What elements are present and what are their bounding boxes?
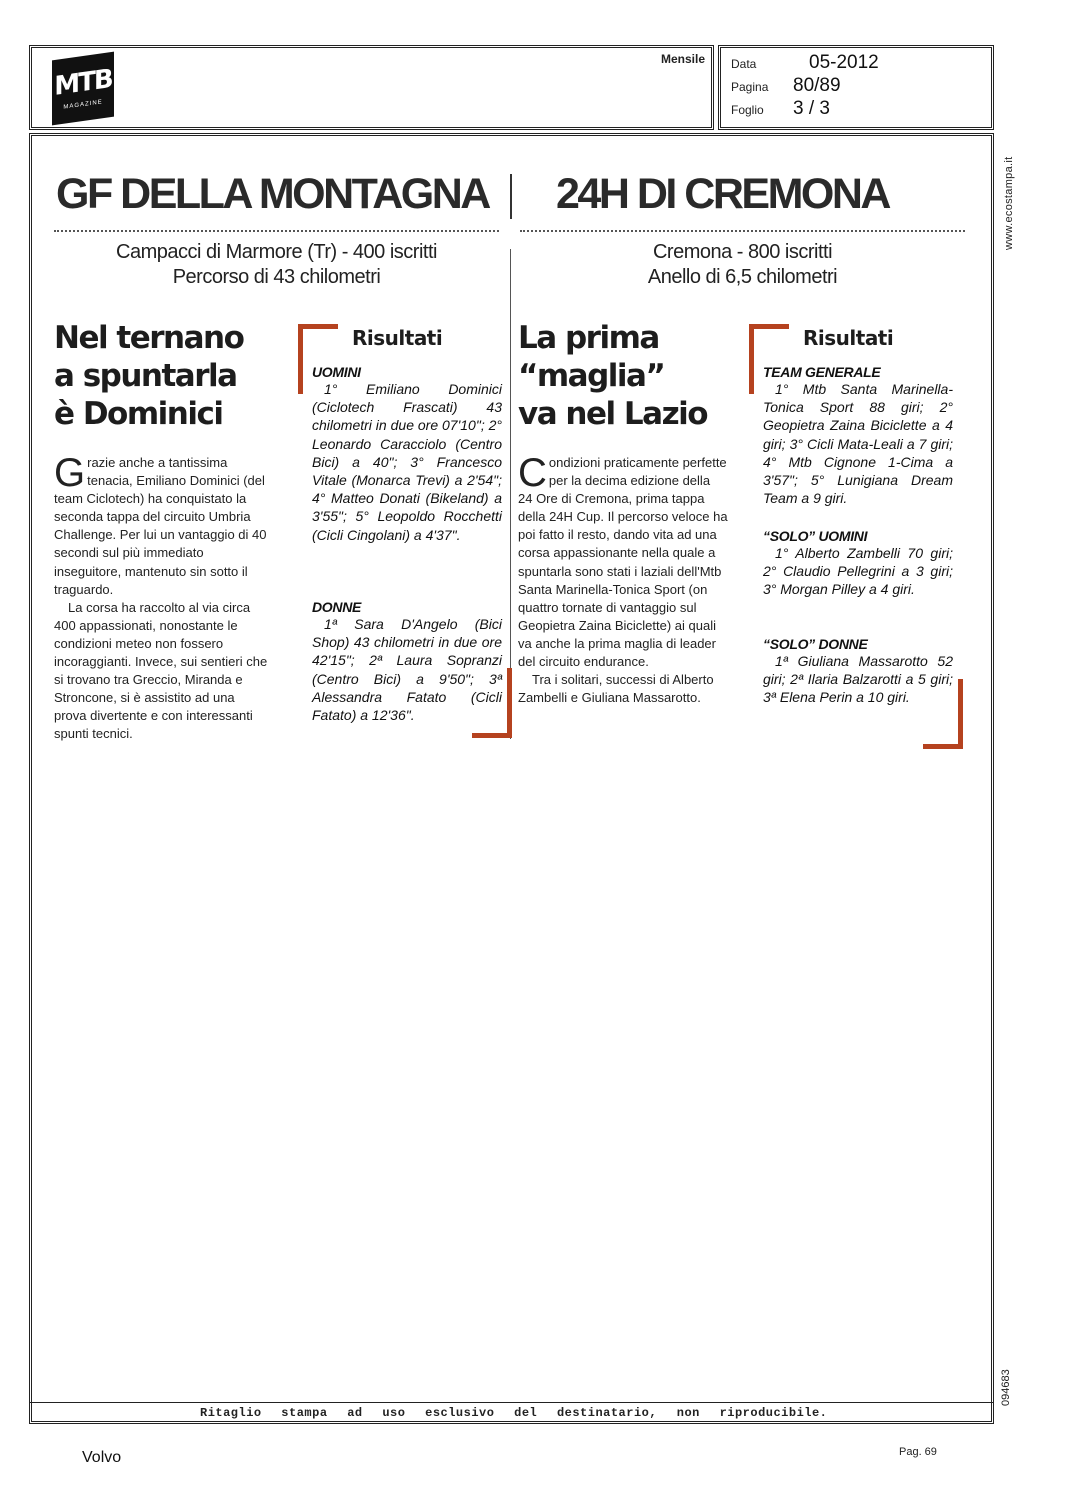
meta-row-page xyxy=(731,75,981,97)
event-title-right: 24H DI CREMONA xyxy=(556,170,889,218)
logo-subtext: MAGAZINE xyxy=(63,98,103,111)
article-body-left xyxy=(54,451,268,744)
paragraph-text: ondizioni praticamente perfette per la decima edizione della 24 Ore di Cremona, prima tappa della 24H Cup. Il percorso veloce ha poi fatto il resto, dando vita ad una corsa appassionante nella quale a spuntarla sono stati i laziali dell'Mtb Santa Marinella-Tonica Sport (on quattro tornate di vantaggio sul Geopietra Zaina Biciclette) ai quali va anche la prima maglia di leader del circuito endurance. xyxy=(518,455,728,670)
bracket-bottom-right xyxy=(923,679,963,749)
page-number: Pag. 69 xyxy=(899,1446,937,1458)
meta-label: Pagina xyxy=(731,80,769,94)
meta-value: 05-2012 xyxy=(809,52,879,73)
event-title-left: GF DELLA MONTAGNA xyxy=(56,170,489,218)
results-section-head: DONNE xyxy=(312,599,362,615)
results-text: 1° Mtb Santa Marinella-Tonica Sport 88 giri; 2° Geopietra Zaina Biciclette a 4 giri; 3° Cicli Mata-Leali a 7 giri; 4° Mtb Cignone 1-Cima a 3'57"; 5° Lunigiana Dream Team a 9 giri. xyxy=(763,381,953,507)
results-text: 1° Emiliano Dominici (Ciclotech Frascati) 43 chilometri in due ore 07'10"; 2° Leonardo Caracciolo (Centro Bici) a 40"; 3° Francesco Vitale (Monarca Trevi) a 2'54"; 4° Matteo Donati (Bikeland) a 3'55"; 5° Leopoldo Rocchetti (Cicli Cingolani) a 4'37". xyxy=(312,381,502,543)
headline-line: va nel Lazio xyxy=(518,396,708,432)
subtitle-line: Cremona - 800 iscritti xyxy=(652,241,833,263)
column-separator xyxy=(510,249,511,739)
drop-cap: C xyxy=(518,451,547,495)
article-body-right xyxy=(518,451,728,707)
dotted-rule xyxy=(54,230,499,232)
meta-row-date xyxy=(731,52,981,74)
dotted-rule xyxy=(520,230,965,232)
body-paragraph: La corsa ha raccolto al via circa 400 appassionati, nonostante le condizioni meteo non fossero incoraggianti. Invece, sui sentieri che si trovano tra Greccio, Miranda e Stroncone, si è assistito ad una prova divertente e con interessanti spunti tecnici. xyxy=(54,599,268,742)
meta-value: 80/89 xyxy=(793,75,841,96)
results-box-right xyxy=(763,324,953,754)
footer-rule xyxy=(30,1402,993,1403)
headline-line: è Dominici xyxy=(54,396,223,432)
headline-line: Nel ternano xyxy=(54,320,244,356)
logo-text: MTB xyxy=(54,63,112,102)
subtitle-line: Campacci di Marmore (Tr) - 400 iscritti xyxy=(116,241,437,263)
header-left-box xyxy=(29,45,714,130)
results-text: 1° Alberto Zambelli 70 giri; 2° Claudio Pellegrini a 3 giri; 3° Morgan Pilley a 4 giri. xyxy=(763,545,953,598)
results-team xyxy=(763,364,953,507)
subtitle-line: Anello di 6,5 chilometri xyxy=(647,266,838,288)
meta-value: 3 / 3 xyxy=(793,98,830,119)
body-paragraph xyxy=(54,451,268,599)
headline-right xyxy=(518,319,748,433)
disclaimer-text: Ritaglio stampa ad uso esclusivo del destinatario, non riproducibile. xyxy=(200,1406,828,1420)
subtitle-line: Percorso di 43 chilometri xyxy=(172,266,381,288)
paragraph-text: razie anche a tantissima tenacia, Emiliano Dominici (del team Ciclotech) ha conquistato la seconda tappa del circuito Umbria Challenge. Per lui un vantaggio di 40 secondi sul più immediato inseguitore, mantenuto sin sotto il traguardo. xyxy=(54,455,267,597)
event-subtitle-right xyxy=(520,240,965,290)
body-paragraph xyxy=(518,451,728,671)
bracket-bottom-right xyxy=(472,668,512,738)
results-section-head: UOMINI xyxy=(312,364,361,380)
results-text: 1ª Giuliana Massarotto 52 giri; 2ª Ilaria Balzarotti a 5 giri; 3ª Elena Perin a 10 giri. xyxy=(763,653,953,706)
results-solo-men xyxy=(763,528,953,599)
headline-line: La prima xyxy=(518,320,659,356)
results-text: 1ª Sara D'Angelo (Bici Shop) 43 chilometri in due ore 42'15"; 2ª Laura Sopranzi (Centro Bici) a 9'50"; 3ª Alessandra Fatato (Cicli Fatato) a 12'36". xyxy=(312,616,502,724)
headline-left xyxy=(54,319,274,433)
header-meta-box xyxy=(718,45,994,130)
meta-row-sheet xyxy=(731,98,981,120)
meta-label: Data xyxy=(731,57,757,71)
event-subtitle-left xyxy=(54,240,499,290)
meta-label: Foglio xyxy=(731,103,764,117)
body-paragraph: Tra i solitari, successi di Alberto Zambelli e Giuliana Massarotto. xyxy=(518,672,714,706)
frequency-label: Mensile xyxy=(660,52,705,66)
results-section-head: TEAM GENERALE xyxy=(763,364,881,380)
clipping-frame xyxy=(29,133,994,1424)
results-title: Risultati xyxy=(352,326,443,350)
mtb-logo xyxy=(52,52,114,126)
headline-line: a spuntarla xyxy=(54,358,237,394)
results-men xyxy=(312,364,502,544)
client-name: Volvo xyxy=(82,1449,122,1466)
article xyxy=(50,164,970,754)
results-section-head: “SOLO” UOMINI xyxy=(763,528,868,544)
results-section-head: “SOLO” DONNE xyxy=(763,636,868,652)
headline-line: “maglia” xyxy=(518,358,665,394)
side-url: www.ecostampa.it xyxy=(1003,156,1015,250)
column-separator xyxy=(510,174,512,219)
results-title: Risultati xyxy=(803,326,894,350)
side-code: 094683 xyxy=(1000,1369,1012,1406)
results-box-left xyxy=(312,324,502,744)
drop-cap: G xyxy=(54,451,86,495)
